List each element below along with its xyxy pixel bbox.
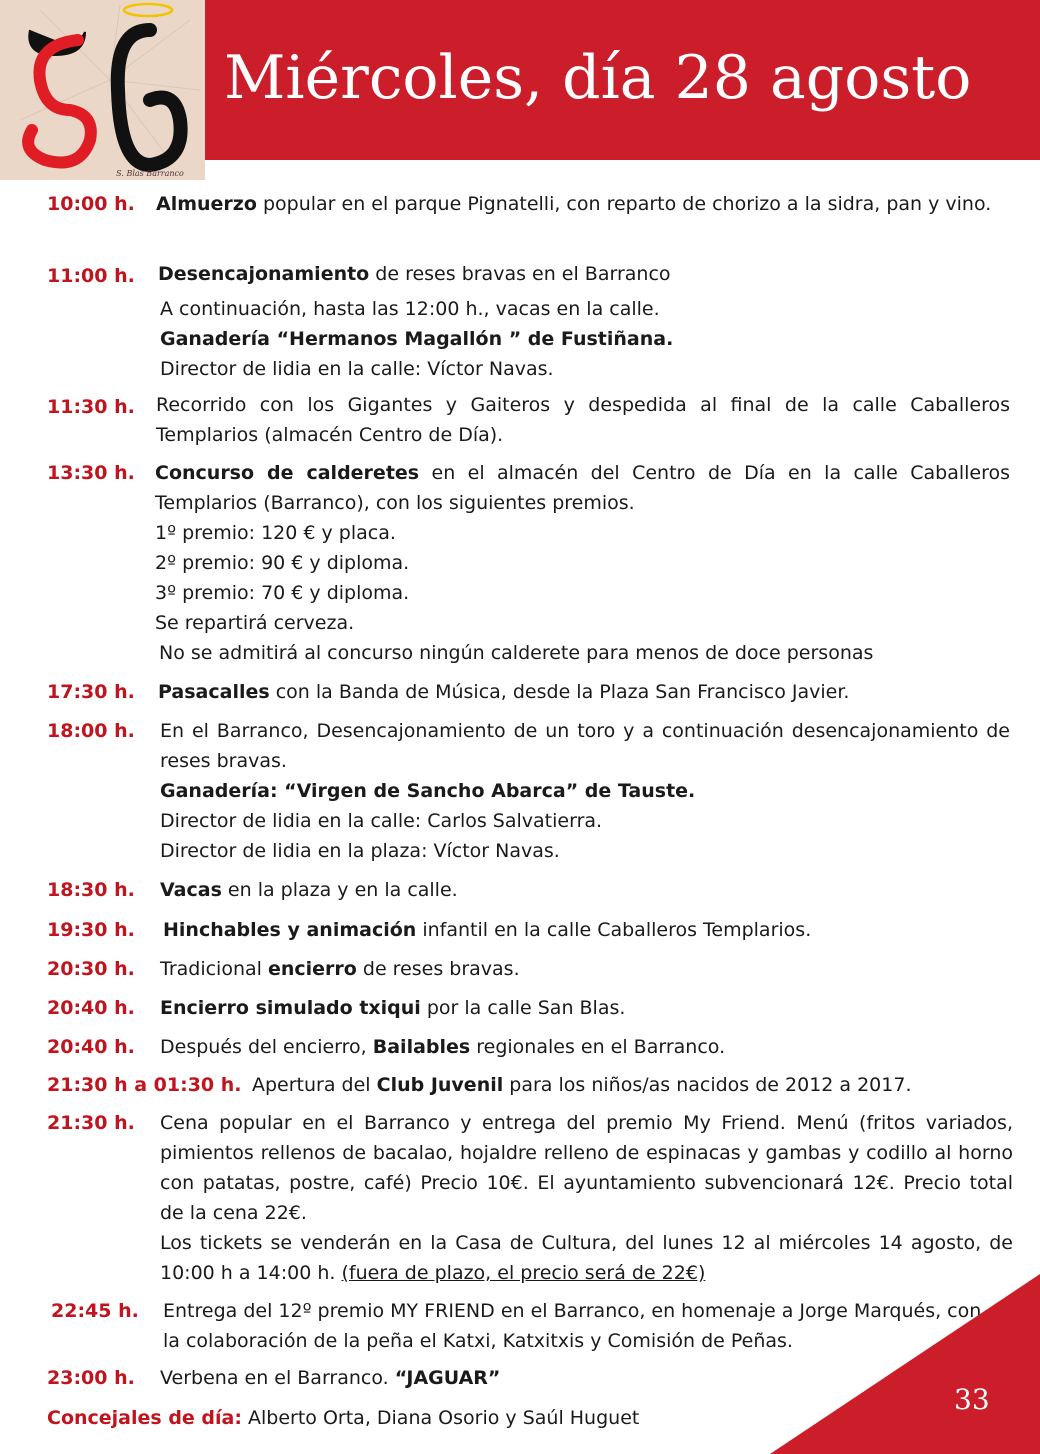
event-description [158, 259, 1010, 384]
event-time: 18:30 h. [47, 879, 135, 901]
event-text: Recorrido con los Gigantes y Gaiteros y despedida al final de la calle Caballeros Templarios (almacén Centro de Día). [156, 394, 1010, 446]
event-detail: 1º premio: 120 € y placa. [155, 522, 396, 544]
event-description [160, 1108, 1013, 1288]
event-text: de reses bravas en el Barranco [369, 263, 671, 285]
event-detail: Director de lidia en la calle: Víctor Navas. [160, 358, 554, 380]
event-text: Después del encierro, [160, 1036, 373, 1058]
event-text: con la Banda de Música, desde la Plaza San Francisco Javier. [269, 681, 850, 703]
event-description [156, 390, 1010, 450]
event-highlight: “JAGUAR” [394, 1367, 501, 1389]
event-detail: No se admitirá al concurso ningún calderete para menos de doce personas [159, 642, 874, 664]
event-text: Verbena en el Barranco. [160, 1367, 395, 1389]
event-detail: 3º premio: 70 € y diploma. [155, 582, 410, 604]
event-highlight: Vacas [160, 879, 222, 901]
event-highlight: Concurso de calderetes [155, 462, 420, 484]
event-text: para los niños/as nacidos de 2012 a 2017. [503, 1074, 912, 1096]
event-text: En el Barranco, Desencajonamiento de un toro y a continuación desencajonamiento de reses bravas. [160, 720, 1010, 772]
event-time: 20:40 h. [47, 1036, 135, 1058]
footer-names: Alberto Orta, Diana Osorio y Saúl Huguet [241, 1407, 640, 1429]
event-detail: Se repartirá cerveza. [155, 612, 355, 634]
event-description [160, 954, 1010, 984]
event-text: por la calle San Blas. [420, 997, 626, 1019]
footer [47, 1403, 639, 1433]
event-highlight: Almuerzo [156, 193, 257, 215]
event-text: Tradicional [160, 958, 268, 980]
event-time: 22:45 h. [51, 1300, 139, 1322]
event-time: 20:40 h. [47, 997, 135, 1019]
event-highlight: Encierro simulado txiqui [160, 997, 421, 1019]
event-highlight: Bailables [372, 1036, 471, 1058]
event-highlight: Desencajonamiento [158, 263, 370, 285]
event-time: 17:30 h. [47, 681, 135, 703]
event-text: en el almacén del Centro de Día en la calle Caballeros Templarios (Barranco), con los siguientes premios. [155, 462, 1010, 514]
event-highlight: Hinchables y animación [163, 919, 417, 941]
event-highlight: encierro [267, 958, 357, 980]
event-time: 11:30 h. [47, 396, 135, 418]
page-number: 33 [954, 1383, 990, 1416]
event-description [160, 716, 1010, 866]
event-text: infantil en la calle Caballeros Templarios. [416, 919, 812, 941]
event-text: de reses bravas. [356, 958, 520, 980]
event-text: regionales en el Barranco. [470, 1036, 726, 1058]
event-highlight: Club Juvenil [376, 1074, 504, 1096]
event-text: Los tickets se venderán en la Casa de Cultura, del lunes 12 al miércoles 14 agosto, de 10:00 h a 14:00 h. [160, 1232, 1013, 1284]
event-time: 21:30 h. [47, 1112, 135, 1134]
event-time: 21:30 h a 01:30 h. [47, 1074, 242, 1096]
event-description [160, 993, 1010, 1023]
event-time: 23:00 h. [47, 1367, 135, 1389]
event-highlight: Pasacalles [158, 681, 270, 703]
page-title: Miércoles, día 28 agosto [224, 43, 972, 113]
event-description [163, 915, 1010, 945]
event-description [155, 458, 1010, 668]
event-text: Apertura del [252, 1074, 377, 1096]
event-time: 18:00 h. [47, 720, 135, 742]
event-text: Entrega del 12º premio MY FRIEND en el Barranco, en homenaje a Jorge Marqués, con la colaboración de la peña el Katxi, Katxitxis y Comisión de Peñas. [163, 1300, 982, 1352]
event-detail: Ganadería “Hermanos Magallón ” de Fustiñana. [160, 328, 674, 350]
logo-caption: S. Blas Barranco [116, 169, 184, 178]
event-detail: Director de lidia en la plaza: Víctor Navas. [160, 840, 560, 862]
event-description [160, 1032, 1010, 1062]
event-detail: 2º premio: 90 € y diploma. [155, 552, 410, 574]
footer-label: Concejales de día: [47, 1407, 242, 1429]
event-detail: Ganadería: “Virgen de Sancho Abarca” de Tauste. [160, 780, 696, 802]
event-detail: A continuación, hasta las 12:00 h., vacas en la calle. [160, 298, 660, 320]
event-time: 20:30 h. [47, 958, 135, 980]
corner-decoration [770, 1274, 1040, 1454]
event-time: 11:00 h. [47, 265, 135, 287]
event-text: Cena popular en el Barranco y entrega del premio My Friend. Menú (fritos variados, pimientos rellenos de bacalao, hojaldre relleno de espinacas y gambas y codillo al horno con patatas, postre, café) Precio 10€. El ayuntamiento subvencionará 12€. Precio total de la cena 22€. [160, 1112, 1013, 1224]
event-time: 19:30 h. [47, 919, 135, 941]
event-detail: Director de lidia en la calle: Carlos Salvatierra. [160, 810, 603, 832]
event-description [252, 1070, 1010, 1100]
event-time: 10:00 h. [47, 193, 135, 215]
event-description [156, 189, 1010, 219]
event-note: (fuera de plazo, el precio será de 22€) [341, 1262, 706, 1284]
event-text: popular en el parque Pignatelli, con reparto de chorizo a la sidra, pan y vino. [256, 193, 992, 215]
event-description [158, 677, 1010, 707]
event-text: en la plaza y en la calle. [221, 879, 458, 901]
event-time: 13:30 h. [47, 462, 135, 484]
event-description [160, 875, 1010, 905]
